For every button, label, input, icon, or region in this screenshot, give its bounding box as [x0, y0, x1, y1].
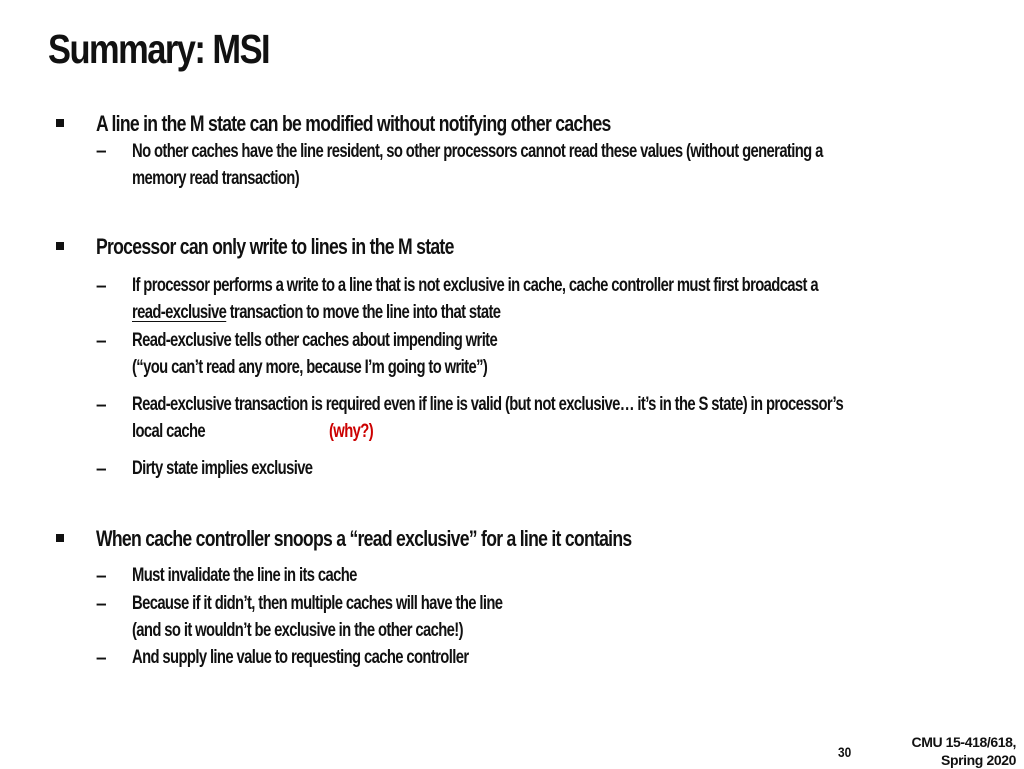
sub-bullet-text — [132, 302, 500, 324]
sub-bullet-continuation: transaction to move the line into that state — [226, 302, 501, 323]
dash-bullet-icon: – — [96, 459, 107, 480]
sub-bullet-text: Dirty state implies exclusive — [132, 458, 313, 479]
course-info — [911, 733, 1016, 769]
page-number: 30 — [838, 744, 852, 760]
dash-bullet-icon: – — [96, 331, 107, 352]
bullet-text: A line in the M state can be modified without notifying other caches — [96, 111, 611, 136]
square-bullet-icon — [56, 534, 64, 542]
dash-bullet-icon: – — [96, 141, 107, 162]
dash-bullet-icon: – — [96, 566, 107, 587]
sub-bullet-text: And supply line value to requesting cache controller — [132, 647, 469, 668]
dash-bullet-icon: – — [96, 395, 107, 416]
square-bullet-icon — [56, 119, 64, 127]
why-note: (why?) — [329, 421, 374, 442]
term-read-exclusive: read-exclusive — [132, 302, 227, 323]
bullet-text: Processor can only write to lines in the M state — [96, 234, 454, 259]
sub-bullet-text: local cache — [132, 421, 206, 442]
sub-bullet-text: Read-exclusive tells other caches about impending write — [132, 330, 498, 351]
sub-bullet-text: Read-exclusive transaction is required even if line is valid (but not exclusive… it’s in the S state) in processor’s — [132, 394, 844, 415]
slide-title: Summary: MSI — [48, 26, 270, 72]
sub-bullet-text: memory read transaction) — [132, 168, 300, 189]
course-name: CMU 15-418/618, — [911, 734, 1016, 750]
sub-bullet-text: If processor performs a write to a line that is not exclusive in cache, cache controller must first broadcast a — [132, 275, 818, 296]
sub-bullet-text: Because if it didn’t, then multiple caches will have the line — [132, 593, 503, 614]
dash-bullet-icon: – — [96, 594, 107, 615]
course-term: Spring 2020 — [941, 752, 1016, 768]
dash-bullet-icon: – — [96, 276, 107, 297]
bullet-text: When cache controller snoops a “read exclusive” for a line it contains — [96, 526, 632, 551]
sub-bullet-text: Must invalidate the line in its cache — [132, 565, 357, 586]
square-bullet-icon — [56, 242, 64, 250]
dash-bullet-icon: – — [96, 648, 107, 669]
sub-bullet-text: (and so it wouldn’t be exclusive in the other cache!) — [132, 620, 463, 641]
sub-bullet-text: (“you can’t read any more, because I’m going to write”) — [132, 357, 488, 378]
sub-bullet-text: No other caches have the line resident, so other processors cannot read these values (without generating a — [132, 141, 823, 162]
